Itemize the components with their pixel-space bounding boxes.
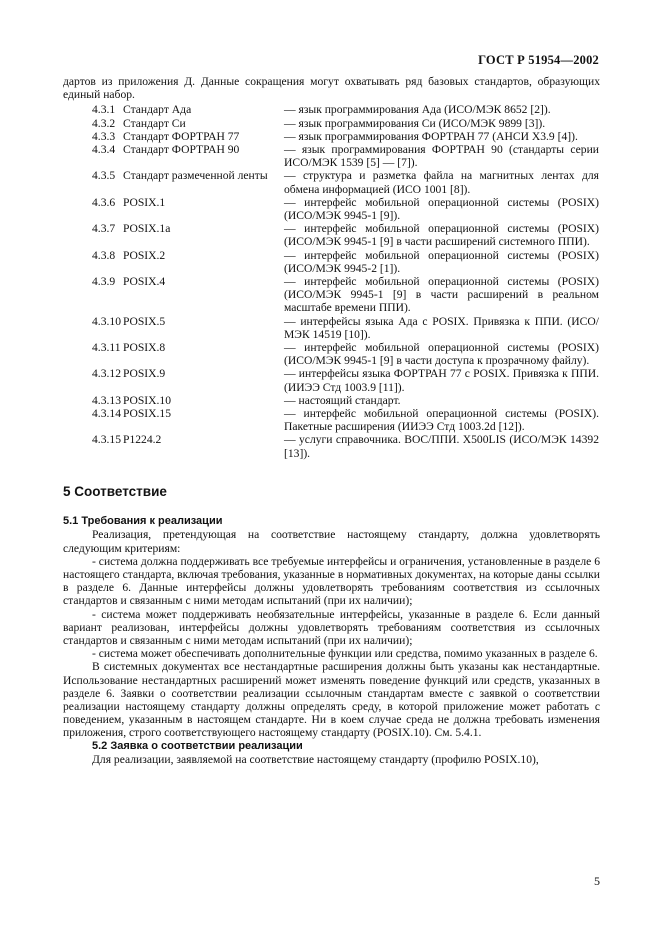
definition-term: Стандарт Си (123, 116, 186, 130)
page-content (63, 75, 600, 766)
definition-number: 4.3.3 (92, 129, 116, 143)
definition-text: — интерфейс мобильной операционной системы (POSIX) (ИСО/МЭК 9945-2 [1]). (284, 248, 599, 275)
definition-item (63, 196, 600, 222)
intro-paragraph: дартов из приложения Д. Данные сокращения могут охватывать ряд базовых стандартов, образующих единый набор. (63, 75, 600, 102)
definition-number: 4.3.14 (92, 407, 121, 421)
definition-text: — язык программирования ФОРТРАН 90 (стандарты серии ИСО/МЭК 1539 [5] — [7]). (284, 143, 599, 170)
definition-number: 4.3.5 (92, 169, 116, 183)
definition-item (63, 407, 600, 433)
section-paragraph: - система может поддерживать необязательные интерфейсы, указанные в разделе 6. Если данный вариант реализован, интерфейсы должны удовлетворять требованиям соответствия из ссылочных стандартов и связанным с ними методам испытаний (при их наличии); (63, 607, 600, 647)
definition-item (63, 169, 600, 195)
definition-term: POSIX.15 (123, 407, 171, 421)
definition-text: — интерфейс мобильной операционной системы (POSIX) (ИСО/МЭК 9945-1 [9] в части расширений в реальном масштабе времени ППИ). (284, 275, 599, 315)
definition-item (63, 367, 600, 393)
definition-item (63, 222, 600, 248)
definition-term: Стандарт Ада (123, 103, 192, 117)
definition-term: POSIX.5 (123, 314, 166, 328)
definition-text: — интерфейсы языка Ада с POSIX. Привязка к ППИ. (ИСО/МЭК 14519 [10]). (284, 314, 599, 341)
definition-item (63, 103, 600, 116)
definition-term: Стандарт размеченной ленты (123, 169, 268, 183)
definition-item (63, 341, 600, 367)
definition-term: POSIX.2 (123, 248, 166, 262)
definition-text: — структура и разметка файла на магнитных лентах для обмена информацией (ИСО 1001 [8]). (284, 169, 599, 196)
definition-text: — интерфейс мобильной операционной системы (POSIX) (ИСО/МЭК 9945-1 [9]). (284, 195, 599, 223)
definition-number: 4.3.13 (92, 393, 121, 407)
definition-number: 4.3.8 (92, 248, 116, 262)
definition-term: POSIX.4 (123, 275, 166, 289)
section-paragraph: В системных документах все нестандартные расширения должны быть указаны как нестандартные. Использование нестандартных расширений может изменять поведение функций или средств, указанных в разделе 6. Заявки о соответствии реализации ссылочным стандартам вместе с заявкой о соответствии реализации настоящему стандарту должны определять среду, в которой приложение может работать с поведением, указанным в настоящем стандарте. Ни в коем случае среда не должна требовать изменения приложения, строго соответствующего настоящему стандарту (POSIX.10). См. 5.4.1. (63, 660, 600, 740)
section-paragraph: - система должна поддерживать все требуемые интерфейсы и ограничения, установленные в разделе 6 настоящего стандарта, включая требования, указанные в нормативных документах, на которые даны ссылки в разделе 6. Данные интерфейсы должны удовлетворять требованиям соответствия из ссылочных стандартов и связанным с ними методам испытаний (при их наличии); (63, 554, 600, 608)
definition-term: P1224.2 (123, 433, 162, 447)
definition-term: POSIX.1 (123, 195, 166, 209)
subsection-5-2-heading: 5.2 Заявка о соответствии реализации (92, 739, 303, 752)
definition-text: — интерфейсы языка ФОРТРАН 77 с POSIX. Привязка к ППИ. (ИИЭЭ Стд 1003.9 [11]). (284, 367, 599, 394)
definition-term: Стандарт ФОРТРАН 90 (123, 143, 240, 157)
definition-text: — язык программирования Си (ИСО/МЭК 9899 [3]). (284, 116, 546, 130)
definition-item (63, 130, 600, 143)
definition-item (63, 275, 600, 315)
document-header: ГОСТ Р 51954—2002 (478, 53, 599, 67)
definition-term: Стандарт ФОРТРАН 77 (123, 129, 240, 143)
page-number: 5 (594, 873, 600, 888)
definition-number: 4.3.11 (92, 341, 121, 355)
definition-text: — интерфейс мобильной операционной системы (POSIX) (ИСО/МЭК 9945-1 [9] в части расширений системного ППИ). (284, 222, 599, 249)
definition-number: 4.3.1 (92, 103, 116, 117)
subsection-5-1-heading: 5.1 Требования к реализации (63, 515, 223, 528)
definition-number: 4.3.15 (92, 433, 121, 447)
section-5-heading: 5 Соответствие (63, 483, 167, 499)
definition-item (63, 315, 600, 341)
definition-text: — услуги справочника. BOC/ППИ. X500LIS (ИСО/МЭК 14392 [13]). (284, 433, 599, 460)
definition-item (63, 433, 600, 459)
definition-text: — язык программирования ФОРТРАН 77 (АНСИ Х3.9 [4]). (284, 129, 578, 143)
section-paragraph: - система может обеспечивать дополнительные функции или средства, помимо указанных в разделе 6. (92, 647, 598, 661)
definition-text: — язык программирования Ада (ИСО/МЭК 8652 [2]). (284, 103, 551, 117)
definition-number: 4.3.6 (92, 195, 116, 209)
definitions-list (63, 103, 600, 459)
definition-number: 4.3.4 (92, 143, 116, 157)
definition-item (63, 249, 600, 275)
definition-term: POSIX.1a (123, 222, 171, 236)
definition-item (63, 143, 600, 169)
definition-text: — интерфейс мобильной операционной системы (POSIX) (ИСО/МЭК 9945-1 [9] в части доступа к прозрачному файлу). (284, 341, 599, 368)
definition-text: — настоящий стандарт. (284, 393, 401, 407)
definition-text: — интерфейс мобильной операционной системы (POSIX). Пакетные расширения (ИИЭЭ Стд 1003.2d [12]). (284, 407, 599, 434)
definition-number: 4.3.2 (92, 116, 116, 130)
definition-number: 4.3.9 (92, 275, 116, 289)
definition-number: 4.3.10 (92, 314, 121, 328)
definition-item (63, 117, 600, 130)
definition-term: POSIX.8 (123, 341, 166, 355)
section-paragraph: Реализация, претендующая на соответствие настоящему стандарту, должна удовлетворять следующим критериям: (63, 528, 600, 555)
section-paragraph: Для реализации, заявляемой на соответствие настоящему стандарту (профилю POSIX.10), (92, 752, 539, 766)
definition-number: 4.3.12 (92, 367, 121, 381)
definition-number: 4.3.7 (92, 222, 116, 236)
definition-term: POSIX.9 (123, 367, 166, 381)
definition-term: POSIX.10 (123, 393, 171, 407)
definition-item (63, 394, 600, 407)
